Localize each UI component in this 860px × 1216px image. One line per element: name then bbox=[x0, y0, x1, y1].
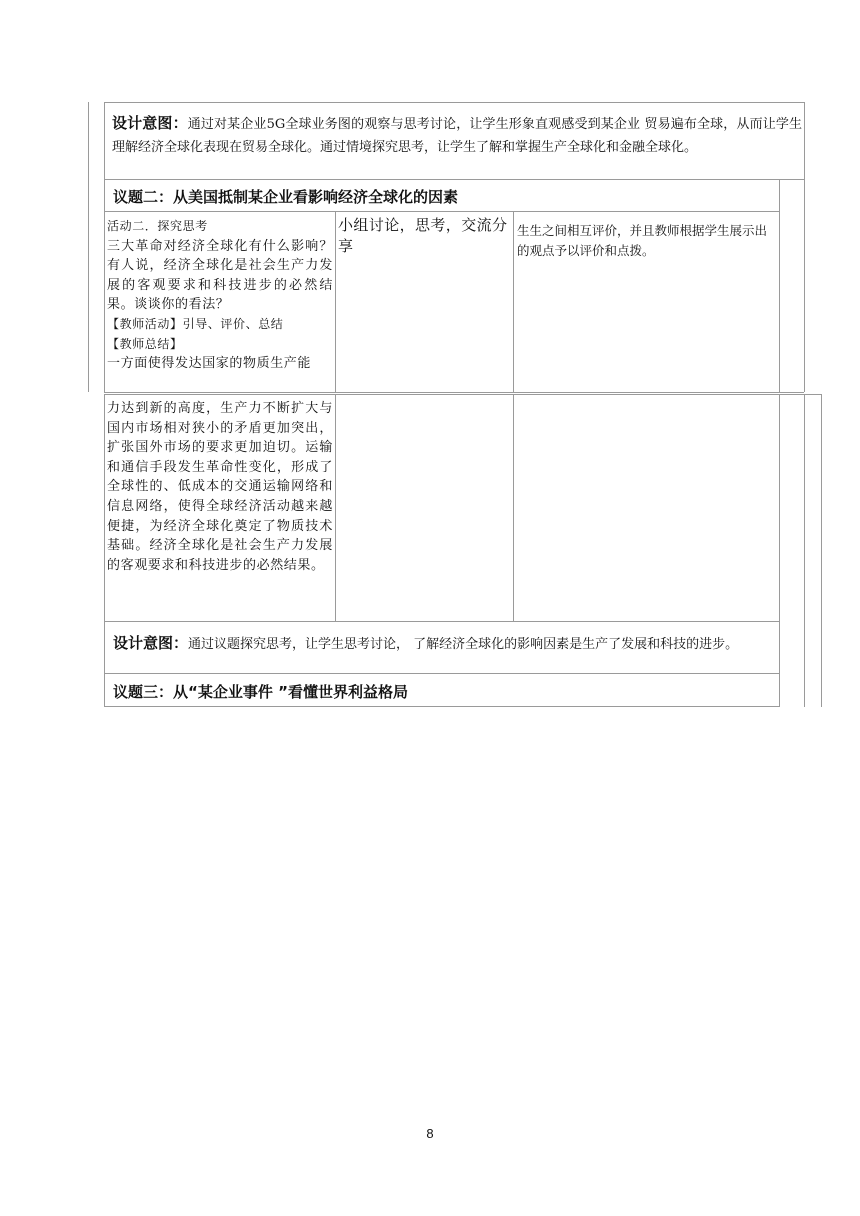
table-border bbox=[104, 673, 779, 674]
activity-cell bbox=[107, 217, 333, 374]
table-border bbox=[104, 211, 779, 212]
table-border bbox=[335, 394, 336, 621]
design-intent-label: 设计意图： bbox=[112, 114, 188, 132]
table-border bbox=[104, 179, 804, 180]
table-border bbox=[104, 102, 105, 392]
table-border bbox=[779, 394, 780, 707]
student-activity: 小组讨论，思考，交流分享 bbox=[338, 216, 508, 255]
table-border bbox=[104, 392, 804, 393]
table-border bbox=[804, 179, 805, 392]
teacher-activity: 【教师活动】引导、评价、总结 bbox=[107, 316, 284, 331]
activity-heading: 活动二．探究思考 bbox=[107, 219, 208, 233]
page-number: 8 bbox=[426, 1126, 434, 1141]
summary-start: 一方面使得发达国家的物质生产能 bbox=[107, 356, 312, 372]
design-intent-1 bbox=[112, 112, 802, 158]
activity-question: 三大革命对经济全球化有什么影响？有人说，经济全球化是社会生产力发展的客观要求和科技进步的必然结果。谈谈你的看法？ bbox=[107, 238, 333, 313]
design-intent-text: 通过对某企业5G全球业务图的观察与思考讨论，让学生形象直观感受到某企业 贸易遍布全球，从而让学生理解经济全球化表现在贸易全球化。通过情境探究思考，让学生了解和掌握生产全球化和金融全球化。 bbox=[112, 117, 802, 155]
table-border bbox=[335, 211, 336, 392]
topic-two-title: 议题二：从美国抵制某企业看影响经济全球化的因素 bbox=[113, 188, 459, 206]
design-intent-label: 设计意图： bbox=[113, 634, 189, 652]
design-intent-2 bbox=[113, 632, 777, 655]
evaluation: 生生之间相互评价，并且教师根据学生展示出的观点予以评价和点拨。 bbox=[517, 223, 768, 258]
table-border bbox=[513, 211, 514, 392]
design-intent-text: 通过议题探究思考，让学生思考讨论， 了解经济全球化的影响因素是生产了发展和科技的进步。 bbox=[188, 637, 739, 652]
teacher-summary-label: 【教师总结】 bbox=[107, 336, 183, 351]
table-border bbox=[513, 394, 514, 621]
table-border bbox=[104, 621, 779, 622]
summary-continuation: 力达到新的高度，生产力不断扩大与国内市场相对狭小的矛盾更加突出，扩张国外市场的要求更加迫切。运输和通信手段发生革命性变化，形成了全球性的、低成本的交通运输网络和信息网络，使得全球经济活动越来越便捷，为经济全球化奠定了物质技术基础。经济全球化是社会生产力发展的客观要求和科技进步的必然结果。 bbox=[107, 401, 333, 573]
table-border bbox=[88, 102, 89, 392]
table-border bbox=[104, 102, 804, 103]
table-border bbox=[104, 706, 779, 707]
table-border bbox=[804, 394, 805, 707]
table-border bbox=[104, 394, 821, 395]
table-border bbox=[779, 179, 780, 392]
table-border bbox=[821, 394, 822, 707]
table-border bbox=[804, 102, 805, 179]
topic-three-title: 议题三：从“某企业事件 ”看懂世界利益格局 bbox=[113, 683, 408, 701]
table-border bbox=[104, 394, 105, 707]
